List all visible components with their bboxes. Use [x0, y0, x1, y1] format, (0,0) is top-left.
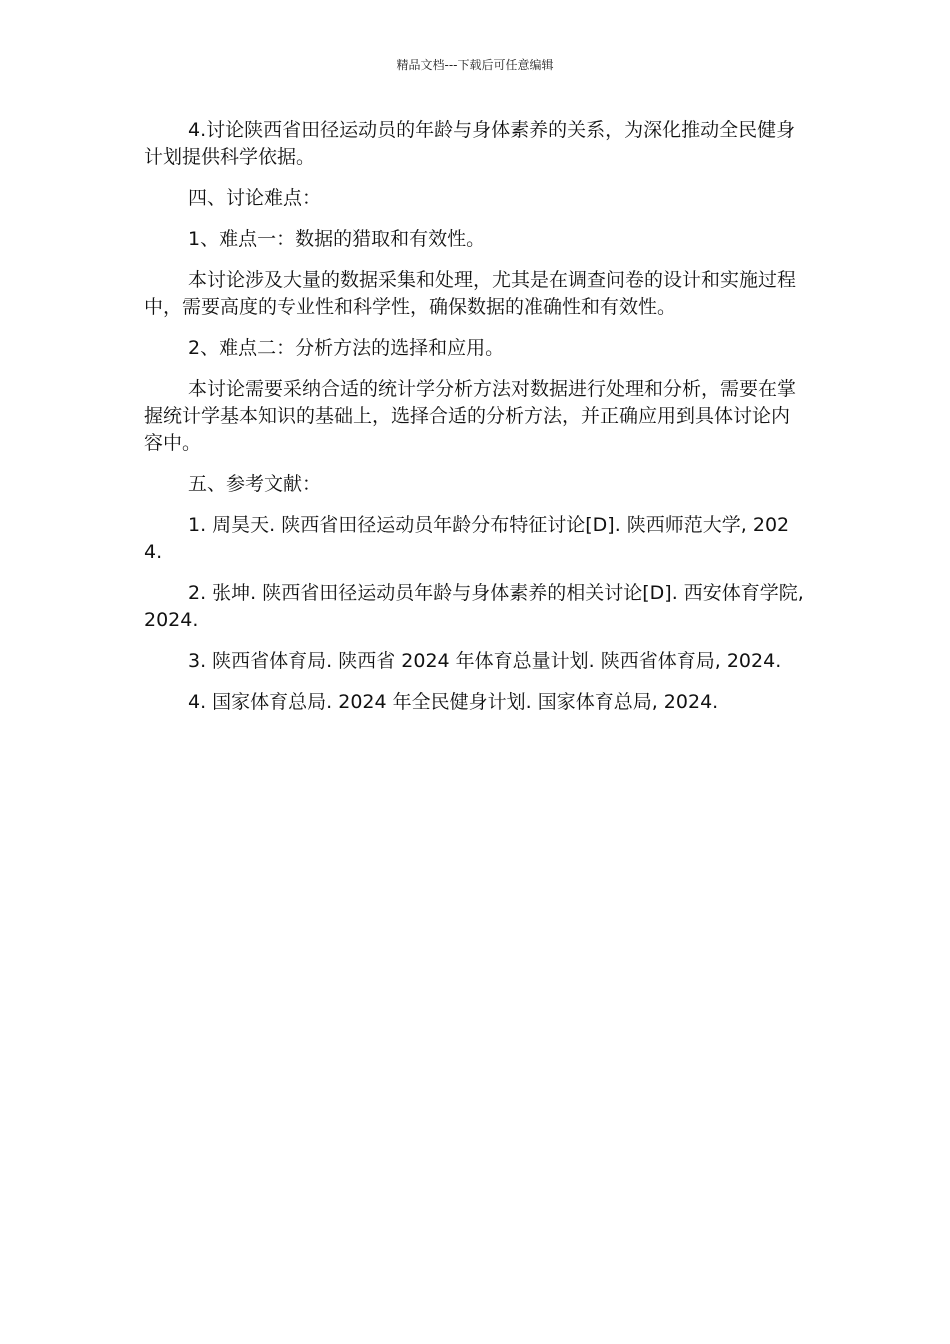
research-goal-paragraph: 4.讨论陕西省田径运动员的年龄与身体素养的关系，为深化推动全民健身计划提供科学依据。	[144, 119, 796, 168]
difficulty-one-paragraph: 本讨论涉及大量的数据采集和处理，尤其是在调查问卷的设计和实施过程中，需要高度的专业性和科学性，确保数据的准确性和有效性。	[144, 269, 797, 318]
page-header: 精品文档---下载后可任意编辑	[396, 58, 554, 72]
reference-item: 1. 周昊天. 陕西省田径运动员年龄分布特征讨论[D]. 陕西师范大学, 2024.	[144, 514, 790, 563]
difficulty-one-heading: 1、难点一：数据的猎取和有效性。	[188, 228, 486, 250]
reference-item: 3. 陕西省体育局. 陕西省 2024 年体育总量计划. 陕西省体育局, 2024.	[188, 650, 782, 672]
reference-item: 2. 张坤. 陕西省田径运动员年龄与身体素养的相关讨论[D]. 西安体育学院, 2024.	[144, 582, 804, 631]
document-body	[144, 117, 804, 730]
reference-item: 4. 国家体育总局. 2024 年全民健身计划. 国家体育总局, 2024.	[188, 691, 719, 713]
difficulty-two-heading: 2、难点二：分析方法的选择和应用。	[188, 337, 505, 359]
section-heading-difficulties: 四、讨论难点：	[188, 187, 322, 209]
section-heading-references: 五、参考文献：	[188, 473, 322, 495]
difficulty-two-paragraph: 本讨论需要采纳合适的统计学分析方法对数据进行处理和分析，需要在掌握统计学基本知识的基础上，选择合适的分析方法，并正确应用到具体讨论内容中。	[144, 378, 797, 454]
